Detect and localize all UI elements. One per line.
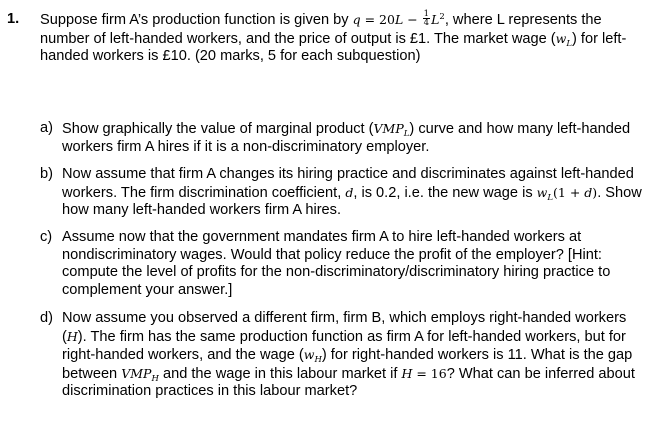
subquestion-d-label: d) [40, 310, 53, 326]
question-intro [40, 8, 652, 66]
new-wage-d: d [584, 184, 593, 200]
wage-symbol: w [555, 30, 567, 46]
vmp-H-subscript: H [151, 373, 159, 384]
new-wage-paren-close: ) [592, 184, 598, 200]
sub-d-text-5: ? What can be inferred about discrimination practices in this labour market? [62, 365, 635, 400]
vmp-subscript: L [403, 129, 410, 139]
subquestion-b-label: b) [40, 166, 53, 182]
wage-subscript: L [566, 38, 573, 49]
sub-a-text-2: ) curve and how many left-handed workers firm A hires if it is a non-discriminatory employer. [62, 121, 631, 155]
intro-text-3: ) for left-handed workers is £10. (20 marks, 5 for each subquestion) [40, 30, 627, 65]
new-wage-subscript: L [547, 192, 554, 203]
sub-d-text-1: Now assume you observed a different firm, firm B, which employs right-handed workers ( [62, 310, 627, 345]
sub-b-text-3: . Show how many left-handed workers firm A hires. [62, 184, 642, 219]
sub-d-text-4: and the wage in this labour market if [158, 365, 402, 382]
sub-d-text-3: ) for right-handed workers is 11. What is the gap between [62, 347, 633, 382]
vmp-H-symbol: VMP [121, 365, 152, 381]
symbol-H-2: H [401, 365, 413, 381]
wage-H-symbol: w [303, 347, 315, 363]
subquestion-a-label: a) [40, 120, 53, 136]
wage-H-subscript: H [314, 355, 322, 366]
subquestion-b-text [62, 166, 652, 220]
subquestion-d-text [62, 310, 652, 401]
fraction-one-quarter [423, 10, 430, 27]
equals-16: = 16 [412, 365, 447, 381]
coefficient-d: d [345, 184, 354, 200]
subquestion-c-label: c) [40, 229, 53, 245]
eq-L: L [394, 12, 404, 27]
subquestion-a-text [62, 120, 652, 156]
subquestion-d [40, 310, 652, 401]
eq-minus: − [403, 12, 422, 27]
eq-L-squared-base: L [431, 12, 440, 27]
subquestion-b [40, 166, 652, 220]
intro-text-1: Suppose firm A’s production function is given by [40, 12, 353, 28]
new-wage-paren-open: (1 + [553, 184, 585, 200]
sub-d-text-2: ). The firm has the same production function as firm A for left-handed workers, but for right-handed workers, and the wage ( [62, 328, 626, 364]
eq-exponent: 2 [439, 12, 445, 22]
question-number: 1. [7, 11, 20, 27]
sub-b-text-1: Now assume that firm A changes its hiring practice and discriminates against left-handed workers. The firm discrimination coefficient, [62, 166, 634, 201]
eq-q: q [352, 12, 361, 27]
subquestion-c-text: Assume now that the government mandates firm A to hire left-handed workers at nondiscriminatory wages. Would that policy reduce the profit of the employer? [Hint: compute the level of profits for the non-discriminatory/discriminatory hiring practice to complement your answer.] [62, 229, 611, 298]
vmp-symbol: VMP [373, 121, 404, 136]
eq-equals-20: = 20 [360, 12, 395, 27]
intro-text-2: , where L represents the number of left-handed workers, and the price of output is £1. The market wage ( [40, 12, 602, 47]
new-wage-w: w [536, 184, 548, 200]
fraction-denominator: 4 [423, 17, 430, 28]
subquestion-c [40, 229, 652, 299]
fraction-numerator: 1 [423, 8, 430, 19]
symbol-H: H [66, 328, 78, 344]
sub-b-text-2: , is 0.2, i.e. the new wage is [353, 184, 537, 201]
sub-a-text-1: Show graphically the value of marginal product ( [62, 121, 374, 137]
subquestion-a [40, 120, 652, 156]
